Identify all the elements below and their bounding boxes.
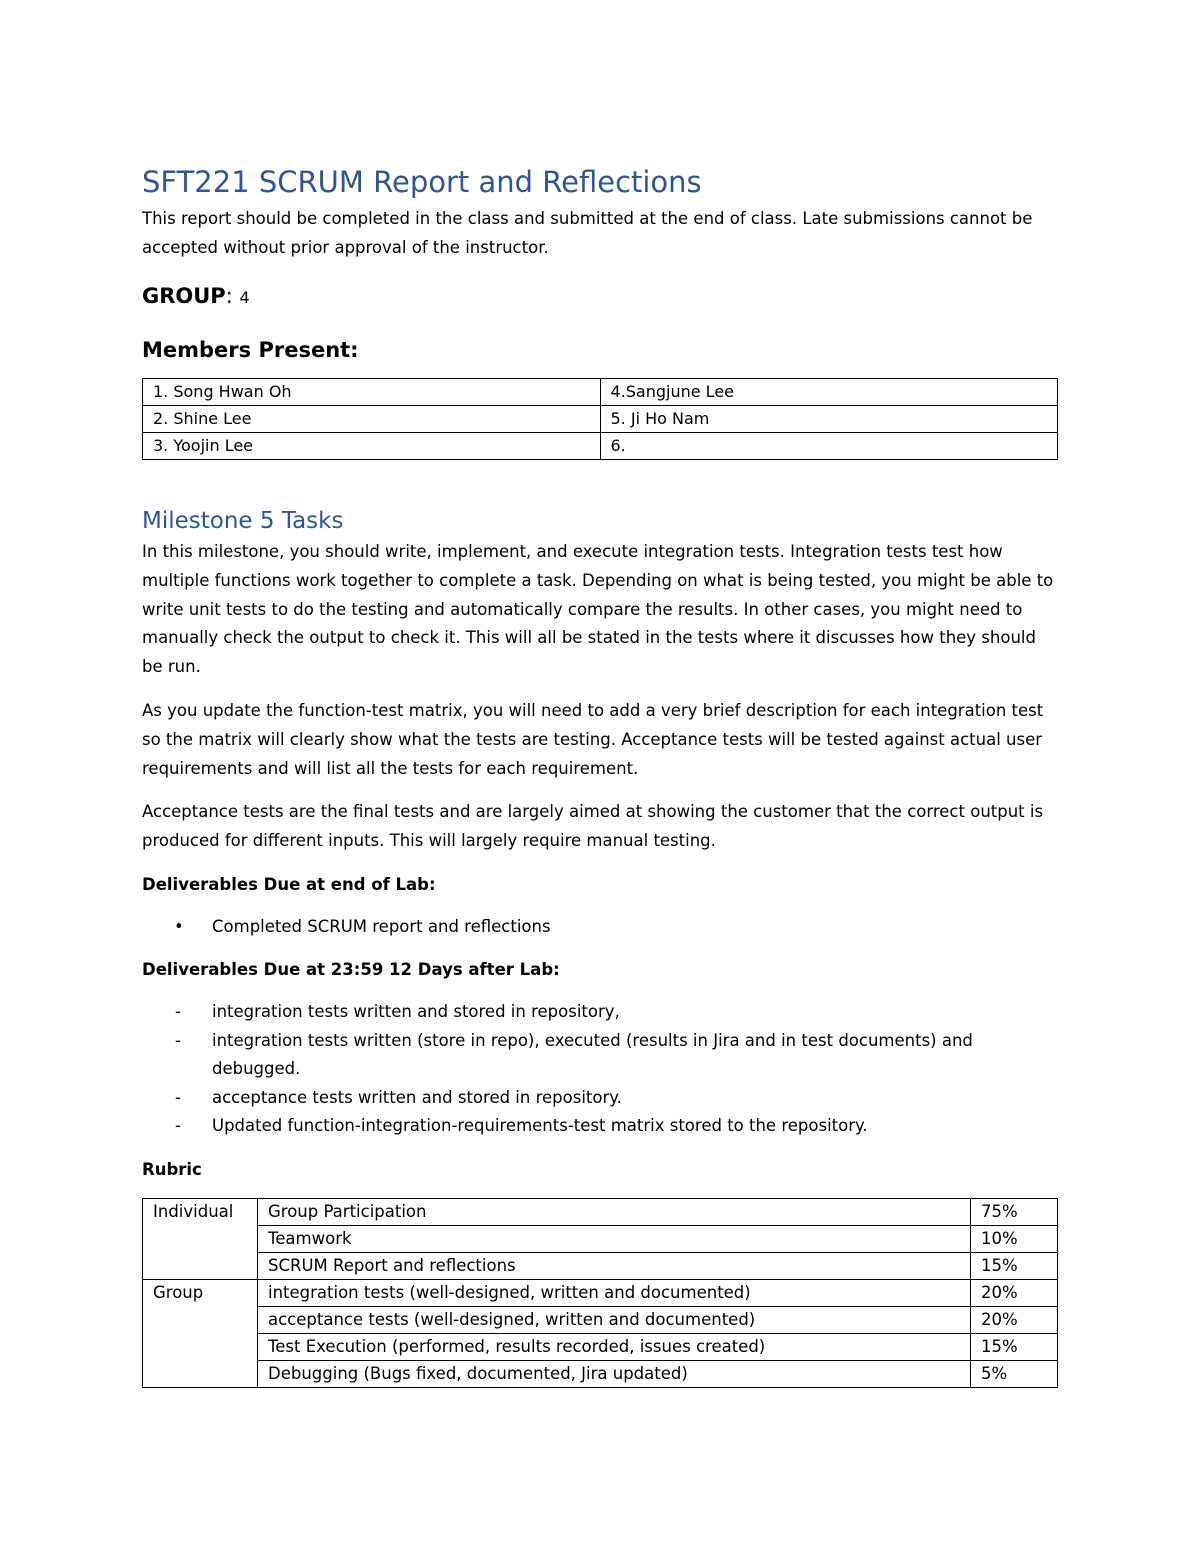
rubric-category xyxy=(143,1333,258,1360)
rubric-item: Teamwork xyxy=(258,1225,971,1252)
rubric-category: Group xyxy=(143,1279,258,1306)
deliverables-lab-heading: Deliverables Due at end of Lab: xyxy=(142,874,436,894)
table-row xyxy=(143,1279,1058,1306)
dash-icon: - xyxy=(175,1002,181,1022)
dash-icon: - xyxy=(175,1030,181,1050)
document-page xyxy=(142,160,1058,1388)
deliverables-later-list xyxy=(142,998,1058,1141)
member-cell: 3. Yoojin Lee xyxy=(143,433,601,460)
list-item xyxy=(142,1112,1058,1141)
list-item-text: Completed SCRUM report and reflections xyxy=(212,916,551,936)
rubric-weight: 20% xyxy=(971,1306,1058,1333)
member-cell: 2. Shine Lee xyxy=(143,406,601,433)
table-row xyxy=(143,406,1058,433)
group-label: GROUP xyxy=(142,284,226,308)
rubric-category xyxy=(143,1360,258,1387)
rubric-weight: 10% xyxy=(971,1225,1058,1252)
rubric-category xyxy=(143,1306,258,1333)
rubric-weight: 15% xyxy=(971,1333,1058,1360)
rubric-item: Debugging (Bugs fixed, documented, Jira updated) xyxy=(258,1360,971,1387)
table-row xyxy=(143,1333,1058,1360)
rubric-weight: 20% xyxy=(971,1279,1058,1306)
list-item xyxy=(142,1084,1058,1113)
list-item-text: integration tests written (store in repo), executed (results in Jira and in test documents) and debugged. xyxy=(212,1030,973,1079)
rubric-weight: 5% xyxy=(971,1360,1058,1387)
list-item xyxy=(142,1027,1058,1084)
rubric-category xyxy=(143,1252,258,1279)
table-row xyxy=(143,379,1058,406)
table-row xyxy=(143,1198,1058,1225)
rubric-weight: 15% xyxy=(971,1252,1058,1279)
table-row xyxy=(143,1360,1058,1387)
group-line xyxy=(142,282,1058,312)
members-table xyxy=(142,378,1058,460)
rubric-table xyxy=(142,1198,1058,1388)
deliverables-lab-list xyxy=(142,913,1058,942)
list-item xyxy=(142,913,1058,942)
rubric-category: Individual xyxy=(143,1198,258,1225)
list-item-text: Updated function-integration-requirements-test matrix stored to the repository. xyxy=(212,1116,868,1136)
group-colon: : xyxy=(225,284,233,308)
list-item xyxy=(142,998,1058,1027)
dash-icon: - xyxy=(175,1087,181,1107)
deliverables-later-heading: Deliverables Due at 23:59 12 Days after Lab: xyxy=(142,960,560,980)
table-row xyxy=(143,433,1058,460)
member-cell: 4.Sangjune Lee xyxy=(600,379,1058,406)
table-row xyxy=(143,1252,1058,1279)
member-cell: 6. xyxy=(600,433,1058,460)
milestone-paragraph: In this milestone, you should write, implement, and execute integration tests. Integration tests test how multiple functions work together to complete a task. Depending on what is being tested, you might be able to write unit tests to do the testing and automatically compare the results. In other cases, you might need to manually check the output to check it. This will all be stated in the tests where it discusses how they should be run. xyxy=(142,542,1054,677)
rubric-heading: Rubric xyxy=(142,1159,202,1179)
matrix-paragraph: As you update the function-test matrix, you will need to add a very brief description for each integration test so the matrix will clearly show what the tests are testing. Acceptance tests will be tested against actual user requirements and will list all the tests for each requirement. xyxy=(142,700,1044,778)
milestone-heading: Milestone 5 Tasks xyxy=(142,508,344,534)
intro-paragraph: This report should be completed in the class and submitted at the end of class. Late submissions cannot be accepted without prior approval of the instructor. xyxy=(142,209,1033,257)
rubric-item: acceptance tests (well-designed, written and documented) xyxy=(258,1306,971,1333)
rubric-weight: 75% xyxy=(971,1198,1058,1225)
dash-icon: - xyxy=(175,1116,181,1136)
members-heading: Members Present: xyxy=(142,338,359,362)
rubric-item: Test Execution (performed, results recorded, issues created) xyxy=(258,1333,971,1360)
list-item-text: acceptance tests written and stored in repository. xyxy=(212,1087,622,1107)
acceptance-paragraph: Acceptance tests are the final tests and are largely aimed at showing the customer that the correct output is produced for different inputs. This will largely require manual testing. xyxy=(142,802,1044,851)
list-item-text: integration tests written and stored in repository, xyxy=(212,1002,620,1022)
rubric-category xyxy=(143,1225,258,1252)
bullet-icon: • xyxy=(174,916,184,936)
table-row xyxy=(143,1306,1058,1333)
table-row xyxy=(143,1225,1058,1252)
rubric-item: integration tests (well-designed, written and documented) xyxy=(258,1279,971,1306)
rubric-item: Group Participation xyxy=(258,1198,971,1225)
member-cell: 5. Ji Ho Nam xyxy=(600,406,1058,433)
member-cell: 1. Song Hwan Oh xyxy=(143,379,601,406)
group-value: 4 xyxy=(239,288,250,307)
document-title: SFT221 SCRUM Report and Reflections xyxy=(142,165,702,199)
rubric-item: SCRUM Report and reflections xyxy=(258,1252,971,1279)
